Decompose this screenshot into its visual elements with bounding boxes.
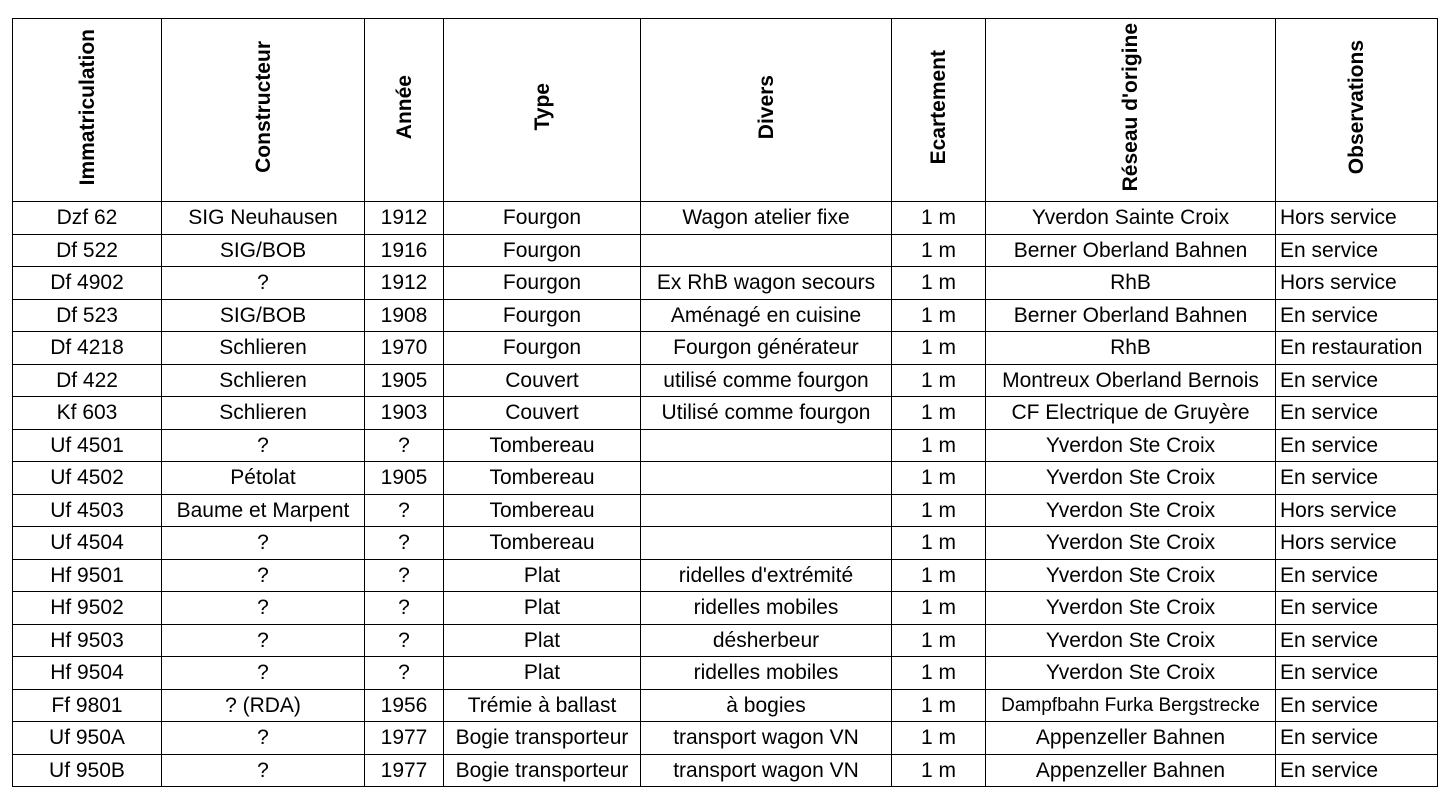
wagon-table <box>12 18 1438 787</box>
cell-reseau: Montreux Oberland Bernois <box>986 364 1276 397</box>
table-row <box>13 689 1438 722</box>
cell-observations: En service <box>1276 299 1438 332</box>
cell-annee: ? <box>365 657 444 690</box>
cell-observations: En service <box>1276 689 1438 722</box>
cell-type: Bogie transporteur <box>444 722 641 755</box>
cell-constructeur: ? <box>162 559 365 592</box>
cell-annee: 1912 <box>365 202 444 235</box>
cell-immatriculation: Df 4902 <box>13 267 162 300</box>
table-row <box>13 722 1438 755</box>
table-row <box>13 429 1438 462</box>
cell-immatriculation: Df 522 <box>13 234 162 267</box>
header-ecartement: Ecartement <box>892 19 986 202</box>
cell-ecartement: 1 m <box>892 559 986 592</box>
cell-constructeur: SIG/BOB <box>162 234 365 267</box>
cell-ecartement: 1 m <box>892 299 986 332</box>
cell-annee: 1916 <box>365 234 444 267</box>
cell-constructeur: SIG Neuhausen <box>162 202 365 235</box>
cell-divers: désherbeur <box>641 624 892 657</box>
cell-divers: Ex RhB wagon secours <box>641 267 892 300</box>
cell-reseau: Yverdon Ste Croix <box>986 527 1276 560</box>
cell-immatriculation: Df 523 <box>13 299 162 332</box>
cell-reseau: Appenzeller Bahnen <box>986 722 1276 755</box>
cell-divers: Wagon atelier fixe <box>641 202 892 235</box>
cell-reseau: Berner Oberland Bahnen <box>986 299 1276 332</box>
cell-constructeur: ? <box>162 527 365 560</box>
cell-constructeur: Schlieren <box>162 332 365 365</box>
cell-annee: 1977 <box>365 754 444 787</box>
table-row <box>13 462 1438 495</box>
cell-type: Fourgon <box>444 299 641 332</box>
cell-annee: 1908 <box>365 299 444 332</box>
cell-type: Tombereau <box>444 462 641 495</box>
cell-annee: 1905 <box>365 364 444 397</box>
cell-observations: En service <box>1276 657 1438 690</box>
cell-ecartement: 1 m <box>892 462 986 495</box>
cell-observations: En restauration <box>1276 332 1438 365</box>
cell-observations: Hors service <box>1276 202 1438 235</box>
table-row <box>13 624 1438 657</box>
cell-annee: 1970 <box>365 332 444 365</box>
cell-annee: 1912 <box>365 267 444 300</box>
table-row <box>13 332 1438 365</box>
cell-observations: En service <box>1276 754 1438 787</box>
cell-divers: à bogies <box>641 689 892 722</box>
cell-type: Fourgon <box>444 202 641 235</box>
cell-immatriculation: Uf 4501 <box>13 429 162 462</box>
cell-ecartement: 1 m <box>892 657 986 690</box>
cell-constructeur: ? <box>162 429 365 462</box>
cell-observations: En service <box>1276 592 1438 625</box>
cell-divers: Aménagé en cuisine <box>641 299 892 332</box>
cell-reseau: Berner Oberland Bahnen <box>986 234 1276 267</box>
cell-constructeur: ? (RDA) <box>162 689 365 722</box>
cell-type: Plat <box>444 559 641 592</box>
cell-divers <box>641 527 892 560</box>
table-row <box>13 364 1438 397</box>
header-row <box>13 19 1438 202</box>
cell-divers: ridelles d'extrémité <box>641 559 892 592</box>
header-reseau: Réseau d'origine <box>986 19 1276 202</box>
cell-annee: ? <box>365 592 444 625</box>
cell-ecartement: 1 m <box>892 364 986 397</box>
table-row <box>13 657 1438 690</box>
cell-ecartement: 1 m <box>892 202 986 235</box>
cell-divers <box>641 234 892 267</box>
cell-divers <box>641 462 892 495</box>
cell-type: Fourgon <box>444 267 641 300</box>
cell-reseau: CF Electrique de Gruyère <box>986 397 1276 430</box>
cell-reseau: Appenzeller Bahnen <box>986 754 1276 787</box>
cell-immatriculation: Hf 9503 <box>13 624 162 657</box>
cell-reseau: RhB <box>986 267 1276 300</box>
table-row <box>13 299 1438 332</box>
cell-ecartement: 1 m <box>892 527 986 560</box>
cell-ecartement: 1 m <box>892 267 986 300</box>
cell-ecartement: 1 m <box>892 722 986 755</box>
cell-immatriculation: Hf 9501 <box>13 559 162 592</box>
cell-immatriculation: Dzf 62 <box>13 202 162 235</box>
cell-ecartement: 1 m <box>892 754 986 787</box>
cell-constructeur: ? <box>162 592 365 625</box>
cell-divers: Utilisé comme fourgon <box>641 397 892 430</box>
cell-annee: 1977 <box>365 722 444 755</box>
cell-type: Bogie transporteur <box>444 754 641 787</box>
cell-annee: ? <box>365 559 444 592</box>
cell-constructeur: ? <box>162 754 365 787</box>
cell-ecartement: 1 m <box>892 234 986 267</box>
cell-ecartement: 1 m <box>892 494 986 527</box>
cell-constructeur: Schlieren <box>162 397 365 430</box>
cell-ecartement: 1 m <box>892 429 986 462</box>
cell-ecartement: 1 m <box>892 397 986 430</box>
cell-observations: Hors service <box>1276 494 1438 527</box>
cell-reseau: Yverdon Ste Croix <box>986 559 1276 592</box>
table-row <box>13 754 1438 787</box>
cell-observations: En service <box>1276 624 1438 657</box>
table-row <box>13 202 1438 235</box>
cell-ecartement: 1 m <box>892 592 986 625</box>
cell-immatriculation: Uf 950A <box>13 722 162 755</box>
table-row <box>13 397 1438 430</box>
cell-annee: ? <box>365 624 444 657</box>
cell-observations: En service <box>1276 364 1438 397</box>
cell-type: Fourgon <box>444 332 641 365</box>
cell-constructeur: ? <box>162 657 365 690</box>
cell-reseau: Yverdon Ste Croix <box>986 624 1276 657</box>
cell-constructeur: Pétolat <box>162 462 365 495</box>
cell-ecartement: 1 m <box>892 689 986 722</box>
cell-constructeur: SIG/BOB <box>162 299 365 332</box>
cell-observations: En service <box>1276 234 1438 267</box>
cell-divers <box>641 494 892 527</box>
cell-constructeur: ? <box>162 267 365 300</box>
cell-annee: ? <box>365 494 444 527</box>
cell-type: Couvert <box>444 364 641 397</box>
cell-divers: transport wagon VN <box>641 754 892 787</box>
cell-immatriculation: Df 4218 <box>13 332 162 365</box>
cell-reseau: Yverdon Ste Croix <box>986 494 1276 527</box>
cell-type: Fourgon <box>444 234 641 267</box>
cell-reseau: Yverdon Sainte Croix <box>986 202 1276 235</box>
header-constructeur: Constructeur <box>162 19 365 202</box>
cell-divers: utilisé comme fourgon <box>641 364 892 397</box>
cell-reseau: RhB <box>986 332 1276 365</box>
cell-divers: ridelles mobiles <box>641 592 892 625</box>
cell-type: Plat <box>444 592 641 625</box>
cell-immatriculation: Hf 9504 <box>13 657 162 690</box>
cell-reseau: Yverdon Ste Croix <box>986 657 1276 690</box>
cell-observations: Hors service <box>1276 527 1438 560</box>
cell-observations: En service <box>1276 462 1438 495</box>
cell-constructeur: ? <box>162 722 365 755</box>
cell-observations: Hors service <box>1276 267 1438 300</box>
cell-observations: En service <box>1276 429 1438 462</box>
header-divers: Divers <box>641 19 892 202</box>
header-annee: Année <box>365 19 444 202</box>
cell-divers <box>641 429 892 462</box>
cell-reseau: Yverdon Ste Croix <box>986 462 1276 495</box>
table-row <box>13 559 1438 592</box>
cell-observations: En service <box>1276 559 1438 592</box>
cell-type: Tombereau <box>444 527 641 560</box>
cell-immatriculation: Ff 9801 <box>13 689 162 722</box>
cell-ecartement: 1 m <box>892 624 986 657</box>
cell-immatriculation: Kf 603 <box>13 397 162 430</box>
table-row <box>13 267 1438 300</box>
cell-reseau: Yverdon Ste Croix <box>986 592 1276 625</box>
table-row <box>13 527 1438 560</box>
cell-immatriculation: Hf 9502 <box>13 592 162 625</box>
cell-ecartement: 1 m <box>892 332 986 365</box>
cell-reseau: Dampfbahn Furka Bergstrecke <box>986 689 1276 722</box>
table-row <box>13 234 1438 267</box>
cell-immatriculation: Uf 4504 <box>13 527 162 560</box>
table-row <box>13 494 1438 527</box>
cell-immatriculation: Uf 4502 <box>13 462 162 495</box>
cell-immatriculation: Uf 4503 <box>13 494 162 527</box>
cell-reseau: Yverdon Ste Croix <box>986 429 1276 462</box>
cell-annee: ? <box>365 429 444 462</box>
cell-divers: transport wagon VN <box>641 722 892 755</box>
cell-annee: ? <box>365 527 444 560</box>
cell-type: Tombereau <box>444 429 641 462</box>
table-row <box>13 592 1438 625</box>
header-type: Type <box>444 19 641 202</box>
cell-divers: Fourgon générateur <box>641 332 892 365</box>
header-immatriculation: Immatriculation <box>13 19 162 202</box>
cell-type: Trémie à ballast <box>444 689 641 722</box>
cell-constructeur: Baume et Marpent <box>162 494 365 527</box>
cell-constructeur: Schlieren <box>162 364 365 397</box>
cell-observations: En service <box>1276 722 1438 755</box>
cell-type: Plat <box>444 657 641 690</box>
cell-type: Plat <box>444 624 641 657</box>
cell-annee: 1956 <box>365 689 444 722</box>
cell-annee: 1905 <box>365 462 444 495</box>
cell-type: Couvert <box>444 397 641 430</box>
cell-immatriculation: Uf 950B <box>13 754 162 787</box>
cell-annee: 1903 <box>365 397 444 430</box>
cell-observations: En service <box>1276 397 1438 430</box>
cell-constructeur: ? <box>162 624 365 657</box>
cell-immatriculation: Df 422 <box>13 364 162 397</box>
header-observations: Observations <box>1276 19 1438 202</box>
cell-type: Tombereau <box>444 494 641 527</box>
cell-divers: ridelles mobiles <box>641 657 892 690</box>
